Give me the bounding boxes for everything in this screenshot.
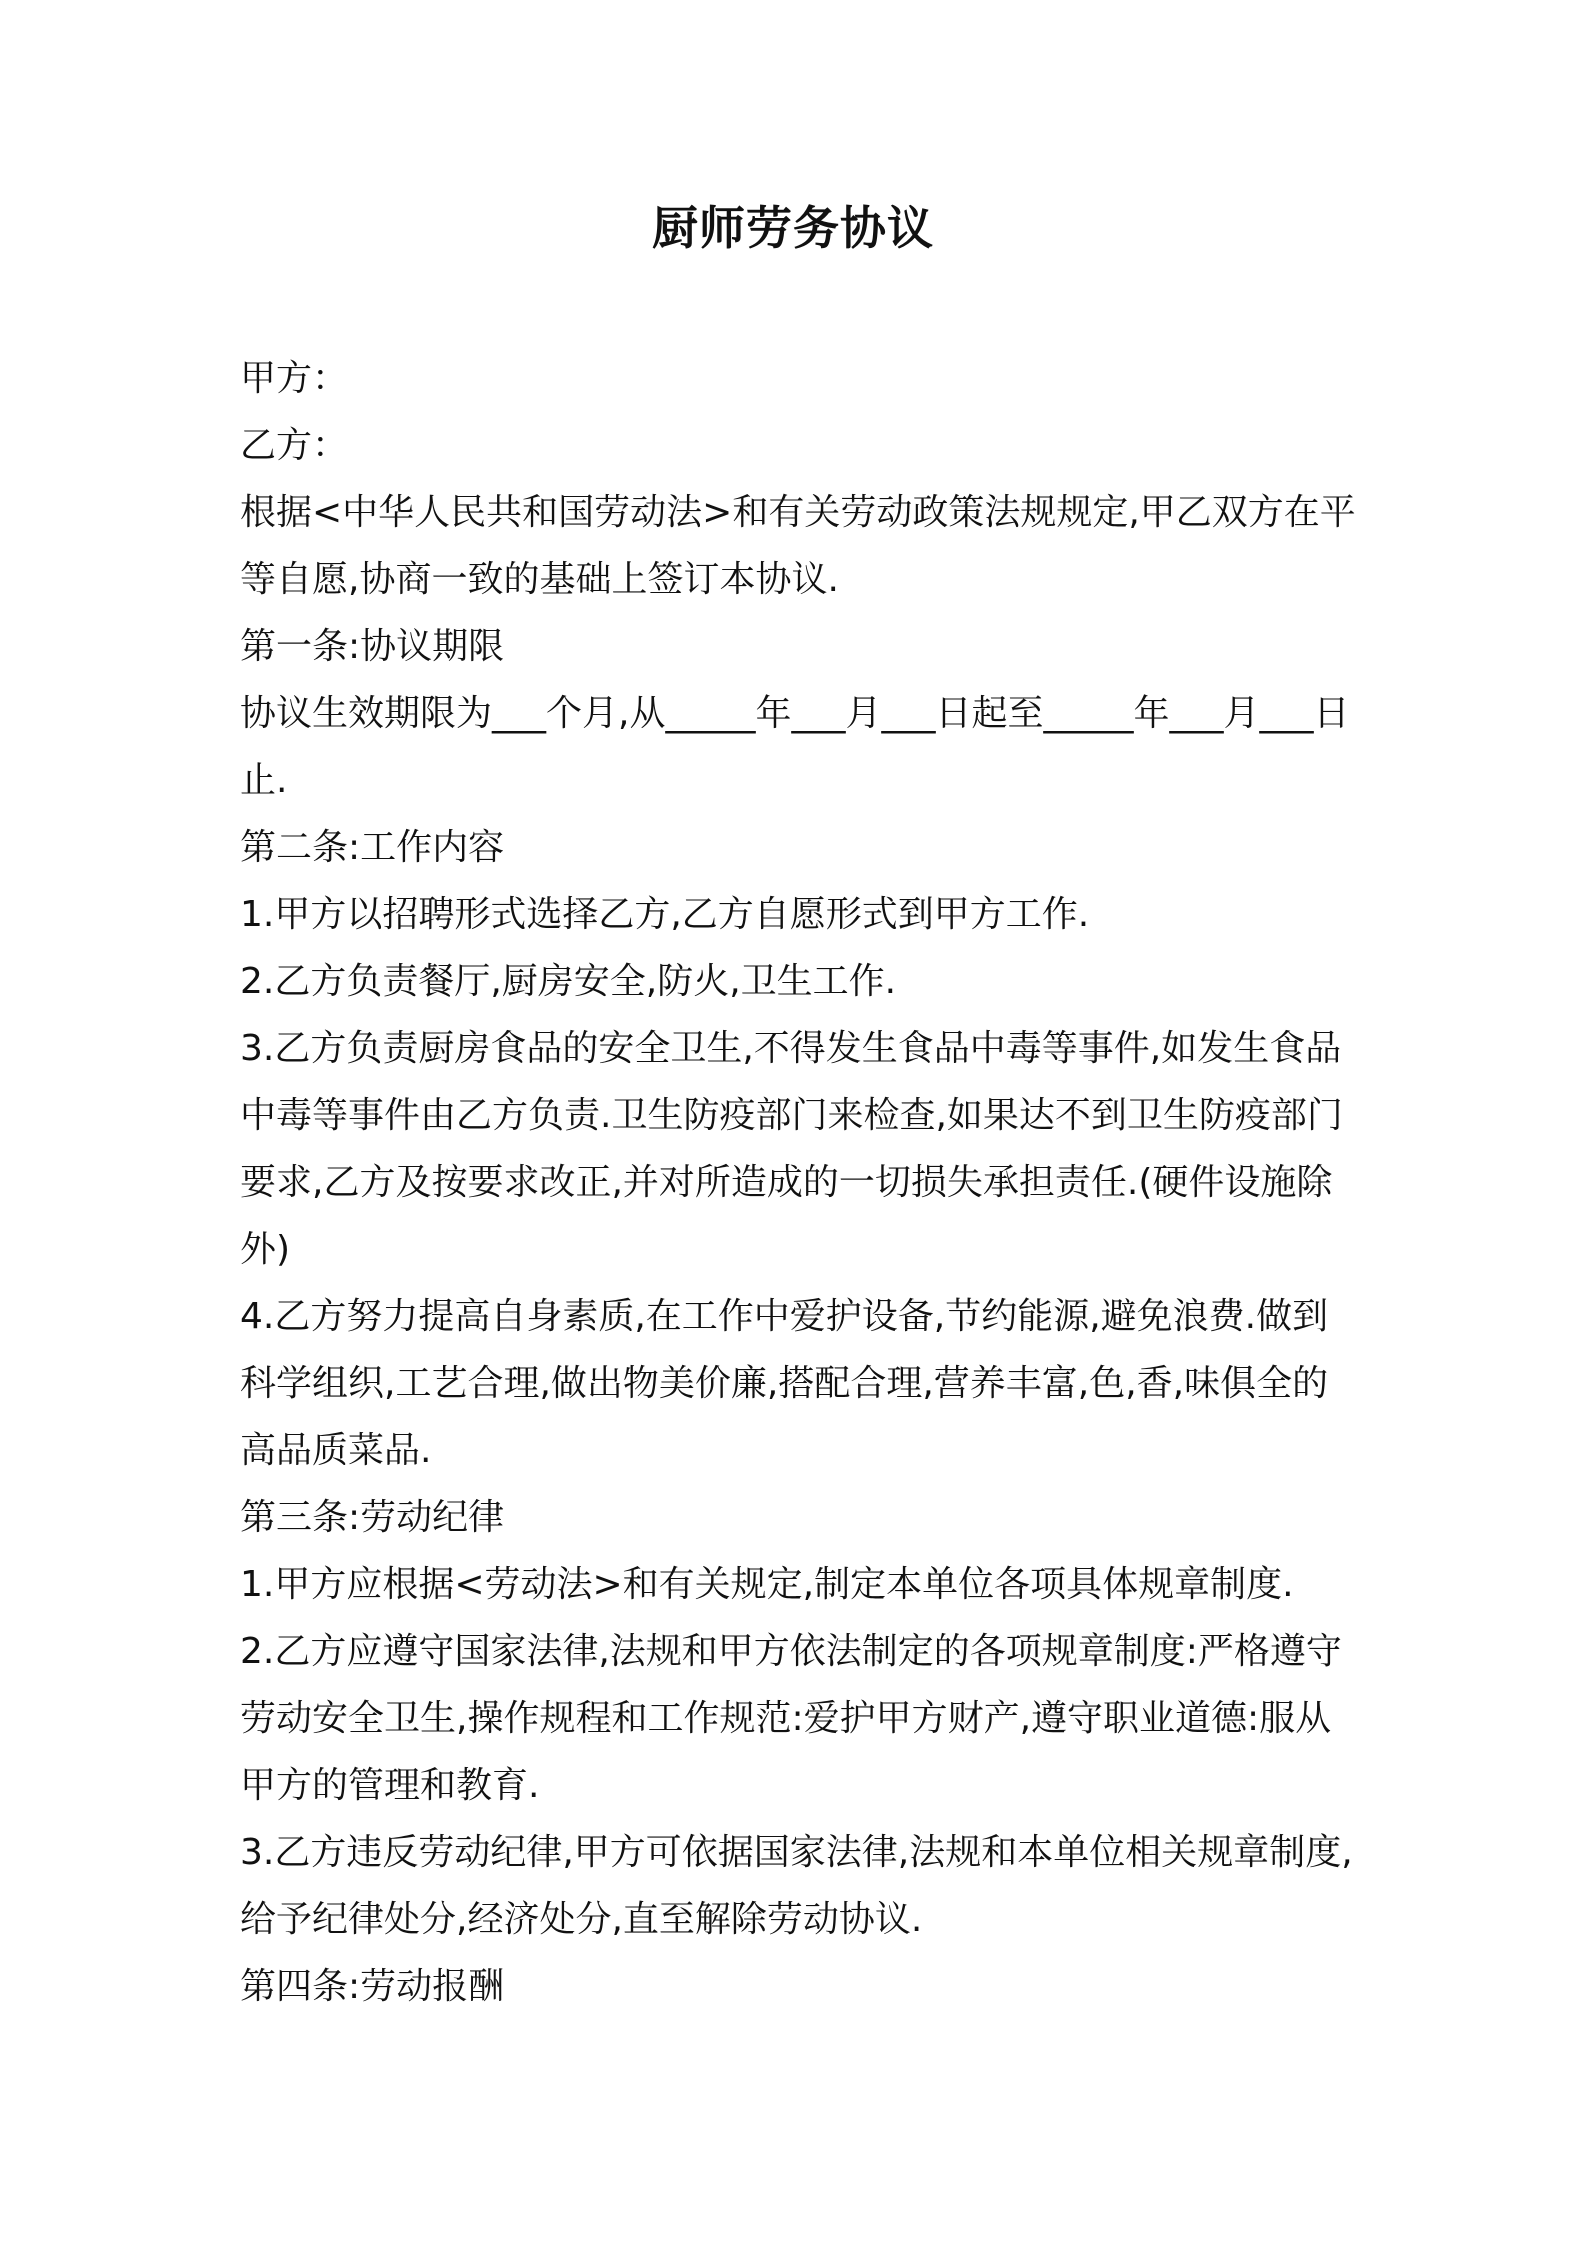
article-3-heading: 第三条:劳动纪律 (240, 1497, 505, 1538)
document-body (240, 345, 1360, 2020)
article-2-item-1: 1.甲方以招聘形式选择乙方,乙方自愿形式到甲方工作. (240, 894, 1090, 935)
article-2-item-3: 3.乙方负责厨房食品的安全卫生,不得发生食品中毒等事件,如发生食品中毒等事件由乙方负责.卫生防疫部门来检查,如果达不到卫生防疫部门要求,乙方及按要求改正,并对所造成的一切损失承担责任.(硬件设施除外) (240, 1028, 1343, 1270)
article-2-item-2: 2.乙方负责餐厅,厨房安全,防火,卫生工作. (240, 961, 897, 1002)
article-3-item-2: 2.乙方应遵守国家法律,法规和甲方依法制定的各项规章制度:严格遵守劳动安全卫生,操作规程和工作规范:爱护甲方财产,遵守职业道德:服从甲方的管理和教育. (240, 1631, 1342, 1806)
party-b-line: 乙方： (240, 425, 349, 466)
article-3-item-1: 1.甲方应根据<劳动法>和有关规定,制定本单位各项具体规章制度. (240, 1564, 1294, 1605)
article-1-term-paragraph: 协议生效期限为___个月,从_____年___月___日起至_____年___月___日止. (240, 693, 1350, 801)
party-a-line: 甲方： (240, 358, 349, 399)
article-4-heading: 第四条:劳动报酬 (240, 1966, 505, 2007)
article-1-heading: 第一条:协议期限 (240, 626, 505, 667)
document-title: 厨师劳务协议 (652, 201, 934, 255)
article-3-item-3: 3.乙方违反劳动纪律,甲方可依据国家法律,法规和本单位相关规章制度,给予纪律处分,经济处分,直至解除劳动协议. (240, 1832, 1353, 1940)
preamble-paragraph: 根据<中华人民共和国劳动法>和有关劳动政策法规规定,甲乙双方在平等自愿,协商一致的基础上签订本协议. (240, 492, 1356, 600)
article-2-item-4: 4.乙方努力提高自身素质,在工作中爱护设备,节约能源,避免浪费.做到科学组织,工艺合理,做出物美价廉,搭配合理,营养丰富,色,香,味俱全的高品质菜品. (240, 1296, 1329, 1471)
article-2-heading: 第二条:工作内容 (240, 827, 505, 868)
